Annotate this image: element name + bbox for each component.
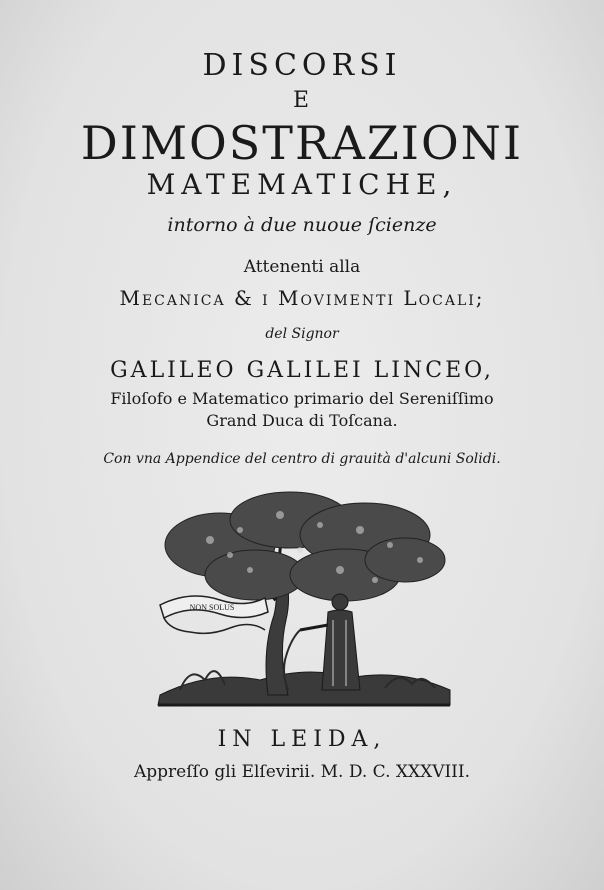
subtitle-attenenti: Attenenti alla [243,257,361,277]
title-matematiche: MATEMATICHE, [146,168,458,201]
subtitle-mecanica: Mecanica & i Movimenti Locali; [119,286,485,310]
author-prefix: del Signor [265,326,339,342]
imprint-place: IN LEIDA, [217,727,387,752]
title-conjunction: E [292,88,312,113]
title-discorsi: DISCORSI [202,48,402,83]
appendix-note: Con vna Appendice del centro di grauità d'alcuni Solidi. [103,451,501,467]
author-role: Filoſofo e Matematico primario del Sereniſſimo [110,389,494,408]
subtitle-scienze: intorno à due nuoue ſcienze [167,214,437,236]
elsevier-tree-printers-mark-icon [150,490,460,715]
banner-motto: NON SOLUS [189,603,235,612]
author-name: GALILEO GALILEI LINCEO, [110,358,494,383]
imprint-publisher: Appreſſo gli Elſevirii. M. D. C. XXXVIII. [133,762,471,782]
title-dimostrazioni: DIMOSTRAZIONI [80,116,524,170]
author-patron: Grand Duca di Toſcana. [206,411,398,430]
